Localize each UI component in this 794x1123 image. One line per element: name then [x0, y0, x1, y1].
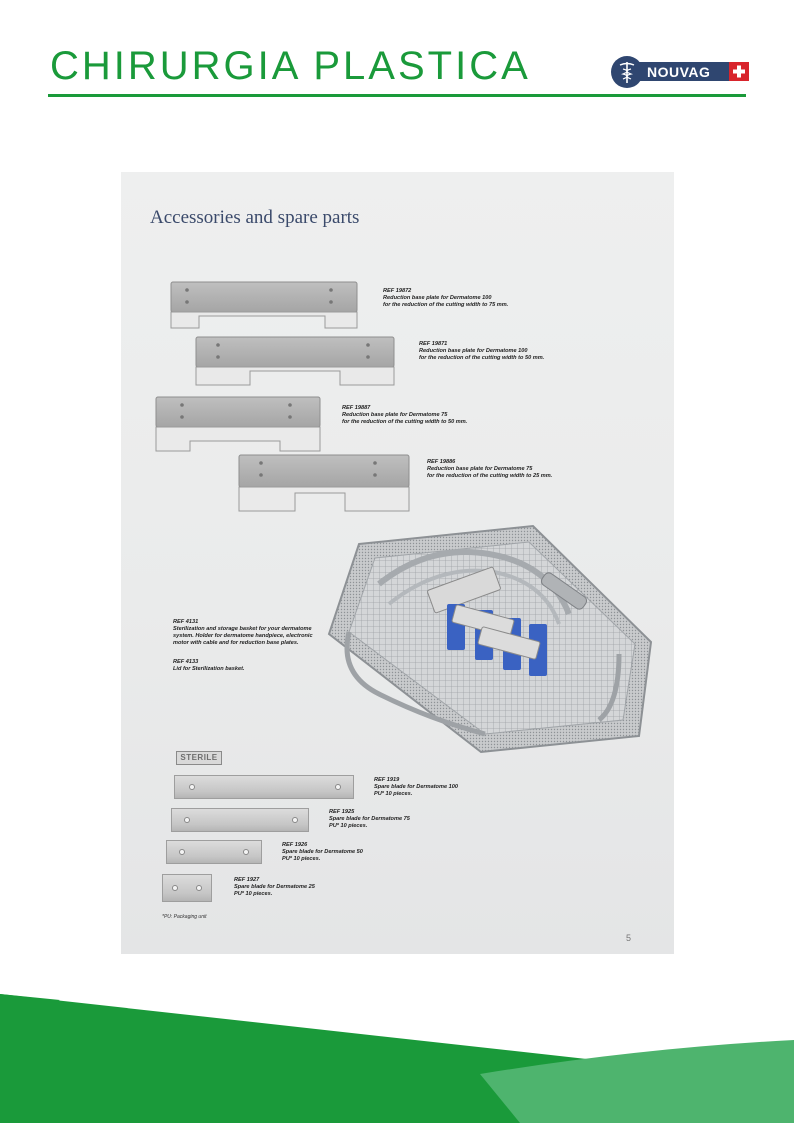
- basket-caption: REF 4131 Sterilization and storage basket for your dermatome system. Holder for dermatome handpiece, electronic motor with cable and for reduction base plates.: [173, 619, 313, 646]
- sterile-badge: STERILE: [176, 751, 222, 765]
- plate-caption: REF 19887 Reduction base plate for Dermatome 75 for the reduction of the cutting width to 50 mm.: [342, 405, 468, 425]
- swiss-cross-icon: [729, 62, 749, 81]
- spare-blade-image: [162, 874, 212, 902]
- blade-caption: REF 1926 Spare blade for Dermatome 50 PU* 10 pieces.: [282, 842, 363, 862]
- lid-caption: REF 4133 Lid for Sterilization basket.: [173, 659, 245, 672]
- reduction-plate-image: [235, 453, 413, 515]
- section-heading: Accessories and spare parts: [150, 207, 360, 228]
- plate-caption: REF 19886 Reduction base plate for Dermatome 75 for the reduction of the cutting width to 25 mm.: [427, 459, 553, 479]
- blade-caption: REF 1925 Spare blade for Dermatome 75 PU* 10 pieces.: [329, 809, 410, 829]
- footnote: *PU: Packaging unit: [162, 914, 207, 920]
- footer-wave: [0, 990, 794, 1123]
- spare-blade-image: [166, 840, 262, 864]
- plate-caption: REF 19872 Reduction base plate for Dermatome 100 for the reduction of the cutting width to 75 mm.: [383, 288, 509, 308]
- plate-caption: REF 19871 Reduction base plate for Dermatome 100 for the reduction of the cutting width to 50 mm.: [419, 341, 545, 361]
- blade-caption: REF 1919 Spare blade for Dermatome 100 PU* 10 pieces.: [374, 777, 458, 797]
- page-title: CHIRURGIA PLASTICA: [50, 44, 531, 88]
- sterilization-basket-image: [319, 524, 659, 756]
- reduction-plate-image: [152, 395, 324, 455]
- spare-blade-image: [171, 808, 309, 832]
- blade-caption: REF 1927 Spare blade for Dermatome 25 PU* 10 pieces.: [234, 877, 315, 897]
- logo-text: NOUVAG: [647, 64, 711, 80]
- page-number: 5: [626, 933, 632, 943]
- spare-blade-image: [174, 775, 354, 799]
- reduction-plate-image: [165, 280, 361, 332]
- nouvag-logo: [611, 56, 749, 86]
- reduction-plate-image: [192, 335, 398, 389]
- header-divider: [48, 94, 746, 97]
- brochure-page: [121, 172, 674, 954]
